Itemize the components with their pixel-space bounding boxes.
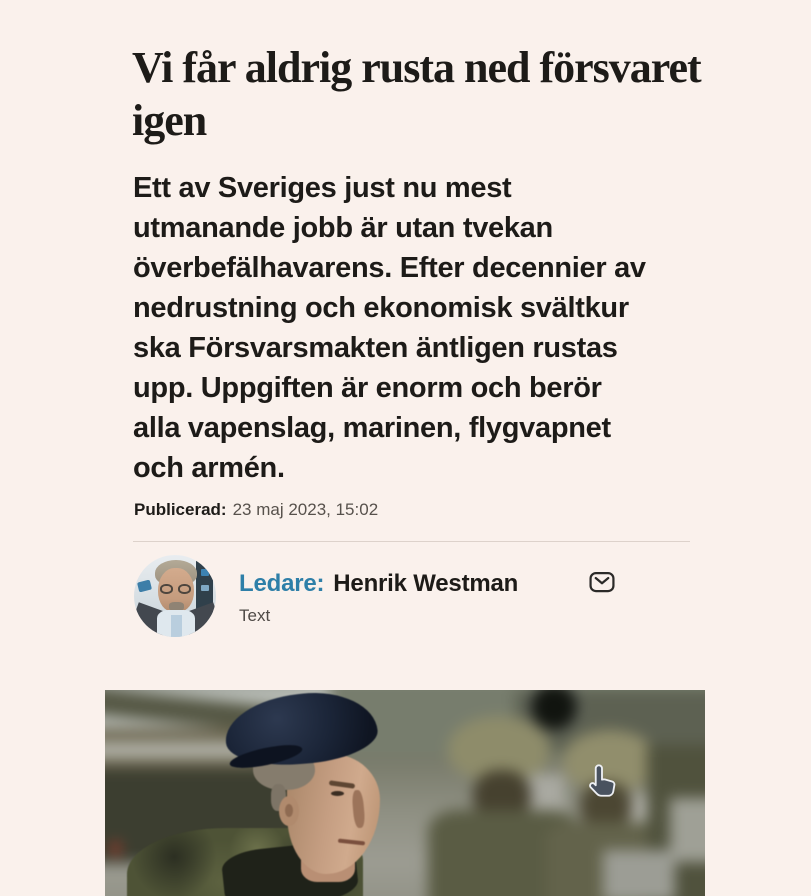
byline-text: [239, 570, 518, 626]
author-avatar[interactable]: [134, 555, 216, 637]
commander-ear-inner: [285, 804, 293, 817]
avatar-glasses-left: [160, 584, 173, 594]
avatar-background-detail: [201, 569, 209, 576]
byline-name-row: [239, 570, 518, 598]
published-label: Publicerad:: [134, 500, 227, 519]
published-row: [134, 500, 378, 520]
section-divider: [133, 541, 690, 542]
avatar-shirt-inner: [171, 615, 182, 637]
byline-block: [133, 553, 693, 643]
avatar-background-detail: [201, 585, 209, 591]
commander-eye: [331, 791, 344, 796]
photo-commander: [105, 690, 705, 896]
article-headline: Vi får aldrig rusta ned försvaret igen: [132, 43, 701, 146]
section-label-link[interactable]: Ledare:: [239, 570, 325, 597]
avatar-background-detail: [137, 580, 152, 593]
envelope-icon: [588, 584, 616, 599]
article-lead: Ett av Sveriges just nu mest utmanande jobb är utan tvekan överbefälhavarens. Efter decennier av nedrustning och ekonomisk svältkur ska Försvarsmakten äntligen rustas upp. Uppgiften är enorm och berör alla vapenslag, marinen, flygvapnet och armén.: [133, 172, 646, 484]
author-contribution: Text: [239, 606, 271, 625]
published-datetime: 23 maj 2023, 15:02: [232, 500, 379, 519]
avatar-glasses-right: [178, 584, 191, 594]
author-name[interactable]: Henrik Westman: [333, 570, 519, 597]
email-author-button[interactable]: [588, 568, 616, 596]
hero-image[interactable]: [105, 690, 705, 896]
